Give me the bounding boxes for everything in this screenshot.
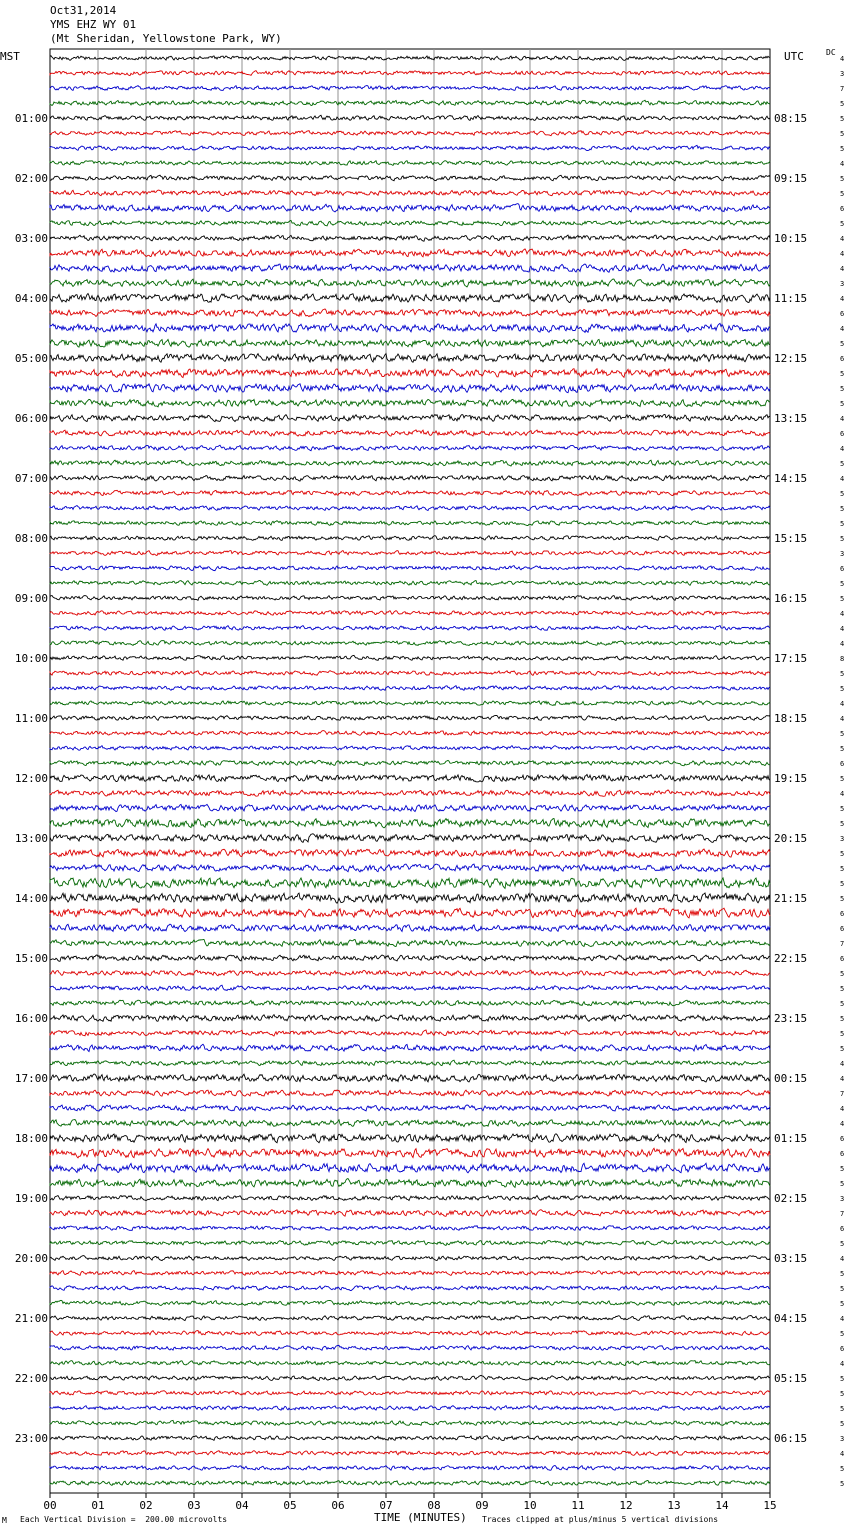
seismic-trace [50, 655, 770, 660]
dc-offset-value: 4 [840, 1450, 845, 1458]
dc-offset-value: 4 [840, 325, 845, 333]
dc-offset-value: 6 [840, 1345, 845, 1353]
dc-offset-value: 6 [840, 430, 845, 438]
seismic-trace [50, 908, 770, 918]
left-hour-label: 22:00 [14, 1372, 48, 1385]
seismic-trace [50, 1420, 770, 1425]
dc-offset-value: 5 [840, 1270, 845, 1278]
axis-labels [15, 55, 844, 1512]
seismic-trace [50, 985, 770, 990]
seismic-trace [50, 506, 770, 511]
seismic-trace [50, 235, 770, 241]
dc-offset-value: 5 [840, 340, 845, 348]
seismic-trace [50, 893, 770, 903]
seismic-trace [50, 475, 770, 481]
seismic-trace [50, 1345, 770, 1350]
seismic-trace [50, 1015, 770, 1022]
dc-offset-value: 6 [840, 925, 845, 933]
dc-offset-value: 4 [840, 235, 845, 243]
seismic-trace [50, 1179, 770, 1188]
dc-offset-value: 5 [840, 1285, 845, 1293]
seismic-trace [50, 430, 770, 436]
seismic-trace [50, 1300, 770, 1305]
seismic-trace [50, 354, 770, 363]
right-hour-label: 00:15 [774, 1072, 808, 1085]
dc-offset-value: 6 [840, 205, 845, 213]
dc-offset-value: 5 [840, 775, 845, 783]
right-hour-label: 03:15 [774, 1252, 808, 1265]
left-hour-label: 20:00 [14, 1252, 48, 1265]
left-hour-label: 21:00 [14, 1312, 48, 1325]
right-hour-label: 08:15 [774, 112, 808, 125]
right-hour-label: 21:15 [774, 892, 808, 905]
dc-offset-value: 5 [840, 1240, 845, 1248]
dc-offset-value: 4 [840, 790, 845, 798]
seismic-trace [50, 1105, 770, 1111]
dc-offset-value: 5 [840, 730, 845, 738]
seismic-trace [50, 1060, 770, 1065]
dc-offset-value: 6 [840, 760, 845, 768]
right-hour-label: 09:15 [774, 172, 808, 185]
x-tick-label: 06 [331, 1499, 345, 1512]
seismic-trace [50, 249, 770, 257]
seismic-trace [50, 955, 770, 961]
dc-offset-value: 3 [840, 280, 845, 288]
left-hour-label: 19:00 [14, 1192, 48, 1205]
left-hour-label: 18:00 [14, 1132, 48, 1145]
seismic-trace [50, 834, 770, 843]
dc-offset-value: 5 [840, 505, 845, 513]
dc-offset-value: 4 [840, 715, 845, 723]
left-hour-label: 11:00 [14, 712, 48, 725]
seismic-trace [50, 339, 770, 347]
seismic-trace [50, 1226, 770, 1231]
station-location: (Mt Sheridan, Yellowstone Park, WY) [50, 32, 282, 45]
x-tick-label: 10 [523, 1499, 537, 1512]
dc-offset-value: 5 [840, 520, 845, 528]
left-hour-label: 16:00 [14, 1012, 48, 1025]
dc-offset-value: 3 [840, 1195, 845, 1203]
dc-offset-value: 5 [840, 1465, 845, 1473]
seismic-trace [50, 849, 770, 857]
seismic-trace [50, 671, 770, 676]
right-hour-label: 10:15 [774, 232, 808, 245]
timezone-left-label: MST [0, 50, 20, 63]
dc-offset-value: 7 [840, 85, 845, 93]
dc-offset-value: 5 [840, 745, 845, 753]
corner-mark: M [2, 1516, 7, 1525]
seismic-trace [50, 264, 770, 272]
dc-offset-value: 4 [840, 1060, 845, 1068]
right-hour-label: 18:15 [774, 712, 808, 725]
dc-offset-value: 4 [840, 250, 845, 258]
seismic-trace [50, 581, 770, 586]
seismic-trace [50, 309, 770, 317]
right-hour-label: 22:15 [774, 952, 808, 965]
seismic-trace [50, 1481, 770, 1486]
dc-offset-value: 5 [840, 130, 845, 138]
x-tick-label: 11 [571, 1499, 585, 1512]
seismic-trace [50, 775, 770, 782]
left-hour-label: 07:00 [14, 472, 48, 485]
dc-offset-value: 4 [840, 55, 845, 63]
seismic-trace [50, 626, 770, 631]
seismic-trace [50, 190, 770, 196]
right-hour-label: 12:15 [774, 352, 808, 365]
station-date: Oct31,2014 [50, 4, 117, 17]
station-code: YMS EHZ WY 01 [50, 18, 137, 31]
x-tick-label: 03 [187, 1499, 201, 1512]
dc-offset-value: 4 [840, 265, 845, 273]
seismic-trace [50, 369, 770, 378]
left-hour-label: 01:00 [14, 112, 48, 125]
dc-offset-value: 5 [840, 970, 845, 978]
seismic-trace [50, 1466, 770, 1471]
dc-offset-value: 5 [840, 820, 845, 828]
right-hour-label: 19:15 [774, 772, 808, 785]
seismic-trace [50, 878, 770, 889]
x-tick-label: 09 [475, 1499, 489, 1512]
seismic-trace [50, 115, 770, 120]
dc-offset-value: 6 [840, 355, 845, 363]
dc-offset-value: 5 [840, 490, 845, 498]
seismic-trace [50, 1256, 770, 1261]
dc-offset-value: 5 [840, 115, 845, 123]
left-hour-label: 15:00 [14, 952, 48, 965]
seismic-trace [50, 460, 770, 466]
dc-offset-value: 6 [840, 1135, 845, 1143]
seismic-trace [50, 1120, 770, 1127]
dc-offset-value: 5 [840, 460, 845, 468]
seismic-trace [50, 490, 770, 495]
dc-offset-value: 6 [840, 310, 845, 318]
seismic-trace [50, 536, 770, 541]
seismic-trace [50, 131, 770, 136]
seismic-trace [50, 521, 770, 526]
left-hour-label: 03:00 [14, 232, 48, 245]
left-hour-label: 23:00 [14, 1432, 48, 1445]
dc-offset-value: 5 [840, 145, 845, 153]
x-tick-label: 04 [235, 1499, 249, 1512]
right-hour-label: 20:15 [774, 832, 808, 845]
seismic-trace [50, 924, 770, 932]
seismic-trace [50, 1436, 770, 1441]
seismic-trace [50, 611, 770, 616]
dc-offset-value: 5 [840, 1300, 845, 1308]
seismic-trace [50, 940, 770, 947]
seismic-trace [50, 970, 770, 976]
seismic-trace [50, 161, 770, 166]
seismic-trace [50, 819, 770, 828]
dc-offset-value: 5 [840, 1480, 845, 1488]
dc-offset-value: 4 [840, 445, 845, 453]
seismic-trace [50, 1030, 770, 1036]
seismic-trace [50, 551, 770, 556]
seismic-trace [50, 1331, 770, 1336]
seismic-trace [50, 204, 770, 212]
trace-group [50, 56, 770, 1486]
x-tick-label: 07 [379, 1499, 393, 1512]
dc-offset-value: 3 [840, 1435, 845, 1443]
dc-offset-value: 5 [840, 190, 845, 198]
left-hour-label: 02:00 [14, 172, 48, 185]
seismic-trace [50, 1210, 770, 1217]
dc-offset-value: 5 [840, 1330, 845, 1338]
dc-offset-value: 5 [840, 370, 845, 378]
seismic-trace [50, 1090, 770, 1096]
dc-offset-value: 4 [840, 1315, 845, 1323]
dc-offset-value: 4 [840, 1120, 845, 1128]
right-hour-label: 05:15 [774, 1372, 808, 1385]
left-hour-label: 12:00 [14, 772, 48, 785]
dc-offset-value: 4 [840, 625, 845, 633]
dc-offset-value: 5 [840, 1030, 845, 1038]
dc-offset-header: DC [826, 48, 836, 57]
dc-offset-value: 5 [840, 1045, 845, 1053]
dc-offset-value: 3 [840, 835, 845, 843]
dc-offset-value: 4 [840, 475, 845, 483]
dc-offset-value: 5 [840, 985, 845, 993]
dc-offset-value: 4 [840, 1075, 845, 1083]
left-hour-label: 04:00 [14, 292, 48, 305]
dc-offset-value: 5 [840, 1420, 845, 1428]
seismic-trace [50, 1391, 770, 1396]
seismic-trace [50, 100, 770, 105]
seismic-trace [50, 56, 770, 61]
dc-offset-value: 4 [840, 610, 845, 618]
seismic-trace [50, 145, 770, 150]
seismic-trace [50, 1406, 770, 1411]
dc-offset-value: 4 [840, 160, 845, 168]
seismic-trace [50, 71, 770, 76]
dc-offset-value: 5 [840, 880, 845, 888]
seismic-trace [50, 760, 770, 765]
seismic-trace [50, 1316, 770, 1321]
dc-offset-value: 5 [840, 895, 845, 903]
seismic-trace [50, 804, 770, 811]
dc-offset-value: 5 [840, 805, 845, 813]
dc-offset-value: 5 [840, 1375, 845, 1383]
dc-offset-value: 5 [840, 1180, 845, 1188]
dc-offset-value: 5 [840, 1015, 845, 1023]
dc-offset-value: 5 [840, 865, 845, 873]
x-tick-label: 08 [427, 1499, 441, 1512]
left-hour-label: 06:00 [14, 412, 48, 425]
seismic-trace [50, 731, 770, 736]
dc-offset-value: 5 [840, 685, 845, 693]
seismic-trace [50, 1241, 770, 1246]
dc-offset-value: 5 [840, 175, 845, 183]
dc-offset-value: 5 [840, 670, 845, 678]
dc-offset-value: 6 [840, 955, 845, 963]
dc-offset-value: 5 [840, 385, 845, 393]
dc-offset-value: 5 [840, 1405, 845, 1413]
right-hour-label: 14:15 [774, 472, 808, 485]
x-tick-label: 00 [43, 1499, 57, 1512]
seismic-trace [50, 1195, 770, 1200]
seismic-trace [50, 279, 770, 287]
seismic-trace [50, 641, 770, 646]
left-hour-label: 14:00 [14, 892, 48, 905]
dc-offset-value: 4 [840, 1255, 845, 1263]
seismic-trace [50, 566, 770, 571]
dc-offset-value: 5 [840, 100, 845, 108]
right-hour-label: 04:15 [774, 1312, 808, 1325]
x-tick-label: 02 [139, 1499, 153, 1512]
seismic-trace [50, 864, 770, 872]
right-hour-label: 13:15 [774, 412, 808, 425]
seismic-trace [50, 1451, 770, 1456]
dc-offset-value: 4 [840, 700, 845, 708]
dc-offset-value: 4 [840, 1360, 845, 1368]
seismic-trace [50, 1000, 770, 1006]
seismic-trace [50, 701, 770, 706]
x-tick-label: 13 [667, 1499, 681, 1512]
dc-offset-value: 4 [840, 640, 845, 648]
x-axis-title: TIME (MINUTES) [374, 1511, 467, 1524]
clip-note: Traces clipped at plus/minus 5 vertical divisions [482, 1515, 719, 1524]
seismic-trace [50, 220, 770, 226]
x-tick-label: 15 [763, 1499, 777, 1512]
seismic-trace [50, 323, 770, 332]
dc-offset-value: 4 [840, 1105, 845, 1113]
seismic-trace [50, 1134, 770, 1143]
left-hour-label: 10:00 [14, 652, 48, 665]
seismic-trace [50, 415, 770, 422]
right-hour-label: 01:15 [774, 1132, 808, 1145]
seismic-trace [50, 715, 770, 720]
seismic-trace [50, 384, 770, 393]
dc-offset-value: 5 [840, 595, 845, 603]
right-hour-label: 17:15 [774, 652, 808, 665]
dc-offset-value: 3 [840, 70, 845, 78]
seismic-trace [50, 746, 770, 751]
x-tick-label: 14 [715, 1499, 729, 1512]
right-hour-label: 06:15 [774, 1432, 808, 1445]
scale-note: Each Vertical Division = 200.00 microvolts [20, 1515, 228, 1524]
right-hour-label: 02:15 [774, 1192, 808, 1205]
left-hour-label: 05:00 [14, 352, 48, 365]
left-hour-label: 13:00 [14, 832, 48, 845]
dc-offset-value: 4 [840, 415, 845, 423]
seismic-trace [50, 1286, 770, 1291]
seismic-trace [50, 790, 770, 796]
right-hour-label: 16:15 [774, 592, 808, 605]
dc-offset-value: 6 [840, 1150, 845, 1158]
seismic-trace [50, 596, 770, 601]
seismic-trace [50, 1074, 770, 1082]
dc-offset-value: 5 [840, 850, 845, 858]
left-hour-label: 08:00 [14, 532, 48, 545]
dc-offset-value: 5 [840, 1165, 845, 1173]
seismic-trace [50, 686, 770, 691]
dc-offset-value: 7 [840, 1210, 845, 1218]
dc-offset-value: 7 [840, 940, 845, 948]
seismic-trace [50, 1375, 770, 1380]
dc-offset-value: 5 [840, 400, 845, 408]
x-tick-label: 12 [619, 1499, 633, 1512]
dc-offset-value: 3 [840, 550, 845, 558]
right-hour-label: 23:15 [774, 1012, 808, 1025]
seismic-trace [50, 445, 770, 451]
dc-offset-value: 6 [840, 565, 845, 573]
dc-offset-value: 4 [840, 295, 845, 303]
seismic-trace [50, 1148, 770, 1158]
dc-offset-value: 7 [840, 1090, 845, 1098]
seismic-trace [50, 86, 770, 91]
seismic-trace [50, 399, 770, 407]
dc-offset-value: 6 [840, 910, 845, 918]
left-hour-label: 09:00 [14, 592, 48, 605]
right-hour-label: 11:15 [774, 292, 808, 305]
dc-offset-value: 5 [840, 1390, 845, 1398]
dc-offset-value: 8 [840, 655, 845, 663]
x-tick-label: 01 [91, 1499, 105, 1512]
seismic-trace [50, 1044, 770, 1051]
seismic-trace [50, 1361, 770, 1366]
seismic-trace [50, 1271, 770, 1276]
seismic-trace [50, 1163, 770, 1173]
dc-offset-value: 5 [840, 220, 845, 228]
dc-offset-value: 5 [840, 1000, 845, 1008]
dc-offset-value: 5 [840, 535, 845, 543]
right-hour-label: 15:15 [774, 532, 808, 545]
timezone-right-label: UTC [784, 50, 804, 63]
seismic-trace [50, 294, 770, 303]
left-hour-label: 17:00 [14, 1072, 48, 1085]
x-tick-label: 05 [283, 1499, 297, 1512]
dc-offset-value: 5 [840, 580, 845, 588]
seismic-trace [50, 175, 770, 181]
dc-offset-value: 6 [840, 1225, 845, 1233]
